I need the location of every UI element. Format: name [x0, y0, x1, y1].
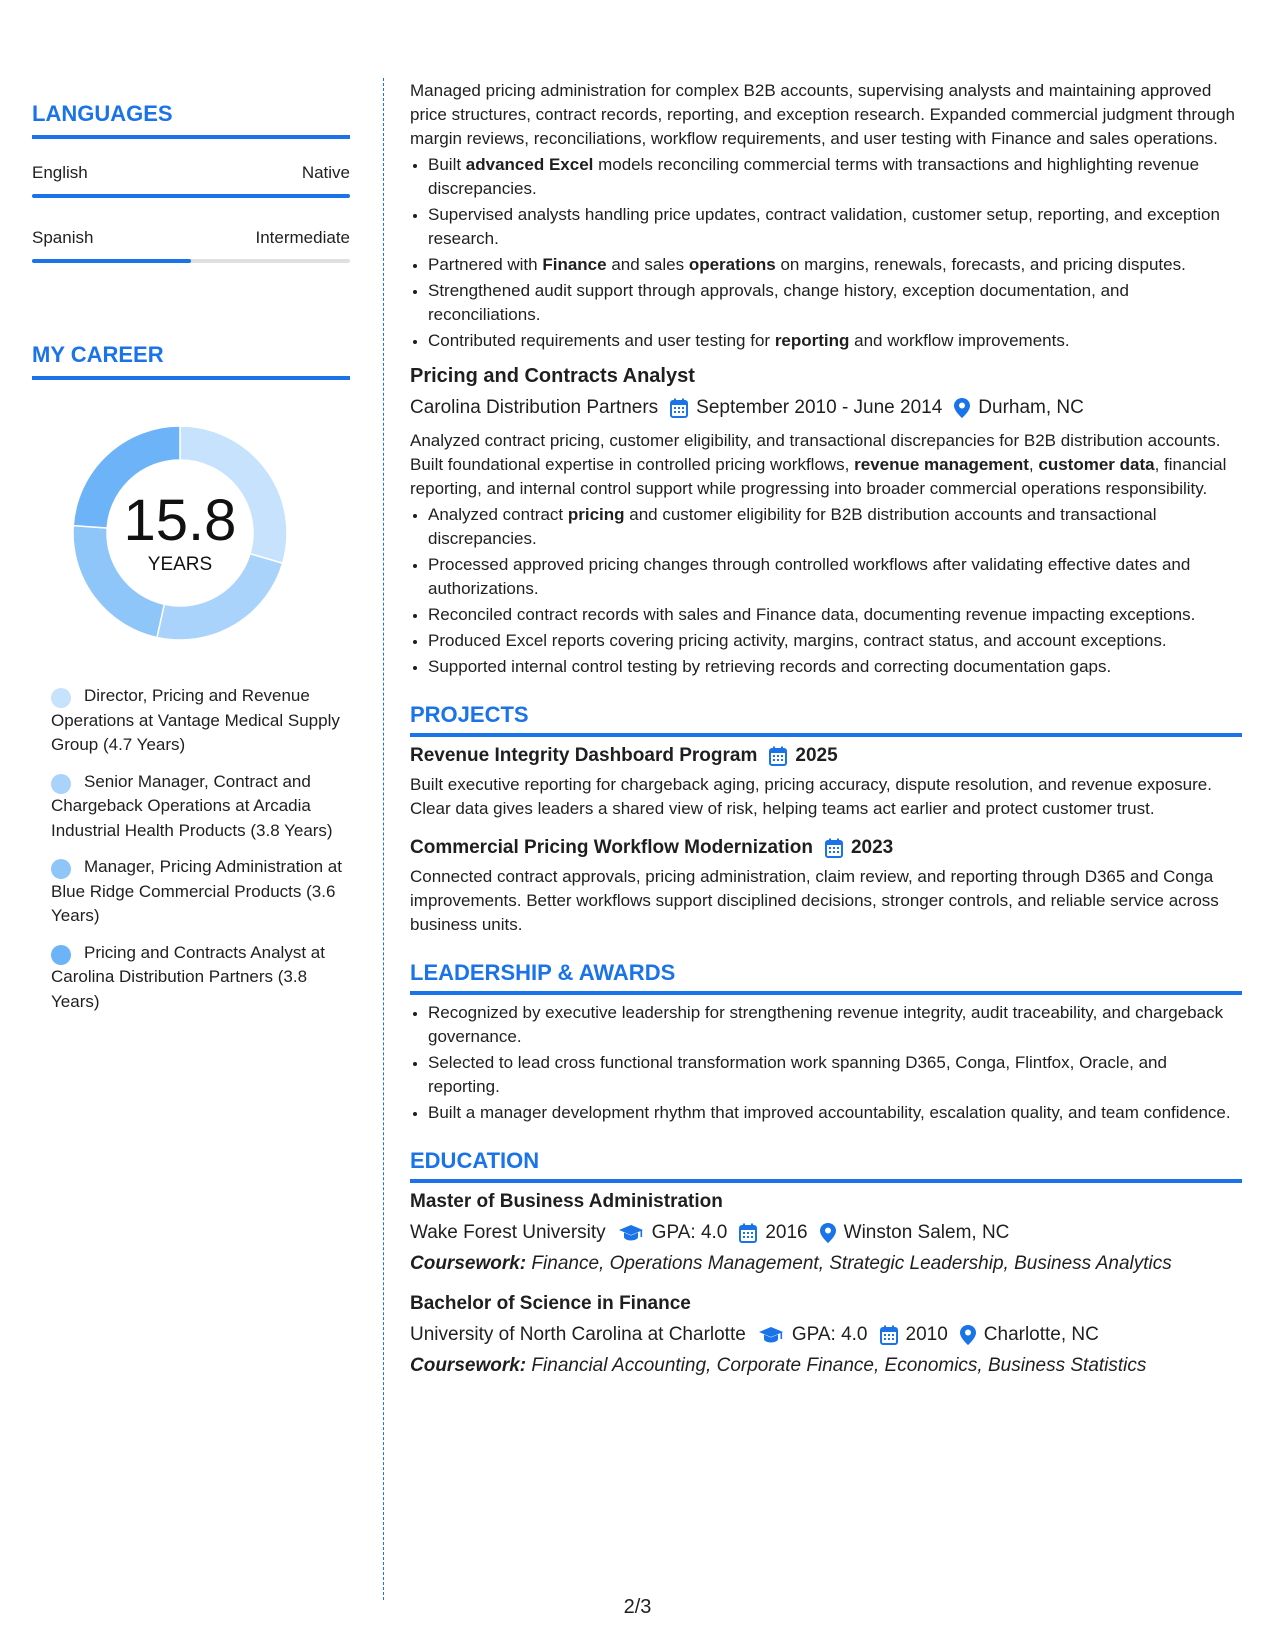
education-heading: EDUCATION — [410, 1147, 1242, 1183]
graduation-year: 2016 — [765, 1222, 808, 1243]
bullet-item: • Analyzed contract pricing and customer eligibility for B2B distribution accounts and transactional discrepancies. — [428, 503, 1242, 551]
bullet-item: • Strengthened audit support through approvals, change history, exception documentation, and reconciliations. — [428, 279, 1242, 327]
career-legend-text: Senior Manager, Contract and Chargeback Operations at Arcadia Industrial Health Products (3.8 Years) — [51, 771, 333, 840]
calendar-icon — [825, 838, 843, 858]
legend-dot — [51, 688, 71, 708]
leadership-bullets — [410, 1001, 1242, 1125]
language-name: English — [32, 163, 88, 182]
legend-dot — [51, 859, 71, 879]
column-divider — [383, 78, 384, 1600]
language-level: Intermediate — [255, 228, 350, 247]
calendar-icon — [769, 746, 787, 766]
language-item — [32, 161, 350, 198]
career-legend-item — [51, 855, 350, 929]
legend-dot — [51, 774, 71, 794]
previous-job-bullets — [410, 153, 1242, 353]
degree-title: Bachelor of Science in Finance — [410, 1293, 691, 1314]
calendar-icon — [670, 398, 688, 418]
job-dates: September 2010 - June 2014 — [696, 397, 943, 418]
bullet-item: • Supported internal control testing by retrieving records and correcting documentation gaps. — [428, 655, 1242, 679]
career-total-unit: YEARS — [147, 554, 213, 575]
language-item — [32, 226, 350, 263]
bullet-item: • Reconciled contract records with sales and Finance data, documenting revenue impacting exceptions. — [428, 603, 1242, 627]
calendar-icon — [880, 1325, 898, 1345]
education-item — [410, 1291, 1242, 1379]
school-location: Charlotte, NC — [983, 1324, 1099, 1345]
career-legend-item — [51, 684, 350, 758]
graduation-cap-icon — [758, 1326, 784, 1344]
bullet-item: • Selected to lead cross functional transformation work spanning D365, Conga, Flintfox, Oracle, and reporting. — [428, 1051, 1242, 1099]
project-year: 2025 — [795, 745, 838, 766]
language-name: Spanish — [32, 228, 94, 247]
bullet-item: • Built advanced Excel models reconciling commercial terms with transactions and highlighting revenue discrepancies. — [428, 153, 1242, 201]
job-title: Pricing and Contracts Analyst — [410, 365, 695, 387]
gpa: GPA: 4.0 — [791, 1324, 868, 1345]
graduation-year: 2010 — [905, 1324, 948, 1345]
language-proficiency-bar — [32, 194, 350, 198]
education-meta — [410, 1220, 1242, 1246]
language-level: Native — [301, 163, 350, 182]
career-heading: MY CAREER — [32, 341, 350, 380]
language-proficiency-fill — [32, 194, 350, 198]
bullet-item: • Contributed requirements and user testing for reporting and workflow improvements. — [428, 329, 1242, 353]
project-item — [410, 743, 1242, 821]
page-number: 2/3 — [623, 1596, 652, 1618]
job-company: Carolina Distribution Partners — [410, 397, 659, 418]
legend-dot — [51, 945, 71, 965]
languages-heading: LANGUAGES — [32, 100, 350, 139]
bullet-item: • Processed approved pricing changes through controlled workflows after validating effective dates and authorizations. — [428, 553, 1242, 601]
career-donut-chart — [65, 418, 295, 648]
project-title: Commercial Pricing Workflow Modernization — [410, 837, 813, 858]
career-total-years: 15.8 — [123, 488, 237, 553]
school-name: Wake Forest University — [410, 1222, 606, 1243]
project-description: Connected contract approvals, pricing administration, claim review, and reporting through D365 and Conga improvements. Better workflows support disciplined decisions, stronger controls, and reliable service across business units. — [410, 867, 1219, 934]
education-meta — [410, 1322, 1242, 1348]
career-legend-item — [51, 941, 350, 1015]
leadership-heading: LEADERSHIP & AWARDS — [410, 959, 1242, 995]
career-legend-item — [51, 770, 350, 844]
main-column — [410, 79, 1242, 1379]
degree-title: Master of Business Administration — [410, 1191, 723, 1212]
job-bullets — [410, 503, 1242, 679]
location-pin-icon — [960, 1325, 976, 1345]
sidebar — [32, 100, 350, 1026]
project-year: 2023 — [850, 837, 894, 858]
graduation-cap-icon — [618, 1224, 644, 1242]
location-pin-icon — [820, 1223, 836, 1243]
coursework: Coursework: Finance, Operations Management, Strategic Leadership, Business Analytics — [410, 1253, 1172, 1274]
job-summary: Analyzed contract pricing, customer eligibility, and transactional discrepancies for B2B distribution accounts. Built foundational expertise in controlled pricing workflows, revenue management, customer data, financial reporting, and internal control support while progressing into broader commercial operations responsibility. — [410, 431, 1227, 498]
project-item — [410, 835, 1242, 937]
coursework: Coursework: Financial Accounting, Corporate Finance, Economics, Business Statistics — [410, 1355, 1147, 1376]
bullet-item: • Supervised analysts handling price updates, contract validation, customer setup, reporting, and exception research. — [428, 203, 1242, 251]
location-pin-icon — [954, 398, 970, 418]
calendar-icon — [739, 1223, 757, 1243]
bullet-item: • Recognized by executive leadership for strengthening revenue integrity, audit traceability, and chargeback governance. — [428, 1001, 1242, 1049]
bullet-item: • Built a manager development rhythm that improved accountability, escalation quality, and team confidence. — [428, 1101, 1242, 1125]
job-location: Durham, NC — [978, 397, 1084, 418]
school-name: University of North Carolina at Charlotte — [410, 1324, 746, 1345]
project-title: Revenue Integrity Dashboard Program — [410, 745, 758, 766]
bullet-item: • Partnered with Finance and sales operations on margins, renewals, forecasts, and pricing disputes. — [428, 253, 1242, 277]
bullet-item: • Produced Excel reports covering pricing activity, margins, contract status, and account exceptions. — [428, 629, 1242, 653]
projects-heading: PROJECTS — [410, 701, 1242, 737]
school-location: Winston Salem, NC — [843, 1222, 1010, 1243]
career-legend-text: Pricing and Contracts Analyst at Carolina Distribution Partners (3.8 Years) — [51, 942, 325, 1011]
language-proficiency-fill — [32, 259, 191, 263]
career-legend-text: Manager, Pricing Administration at Blue Ridge Commercial Products (3.6 Years) — [51, 857, 342, 925]
project-description: Built executive reporting for chargeback aging, pricing accuracy, dispute resolution, and revenue exposure. Clear data gives leaders a shared view of risk, helping teams act earlier and protect customer trust. — [410, 775, 1212, 818]
career-legend-text: Director, Pricing and Revenue Operations at Vantage Medical Supply Group (4.7 Years) — [51, 686, 340, 754]
gpa: GPA: 4.0 — [651, 1222, 728, 1243]
education-item — [410, 1189, 1242, 1277]
job-meta — [410, 395, 1242, 421]
previous-job-summary: Managed pricing administration for complex B2B accounts, supervising analysts and maintaining approved price structures, contract records, reporting, and exception research. Expanded commercial judgment through margin reviews, reconciliations, workflow requirements, and user testing with Finance and sales operations. — [410, 81, 1235, 148]
career-legend — [32, 684, 350, 1014]
language-proficiency-bar — [32, 259, 350, 263]
